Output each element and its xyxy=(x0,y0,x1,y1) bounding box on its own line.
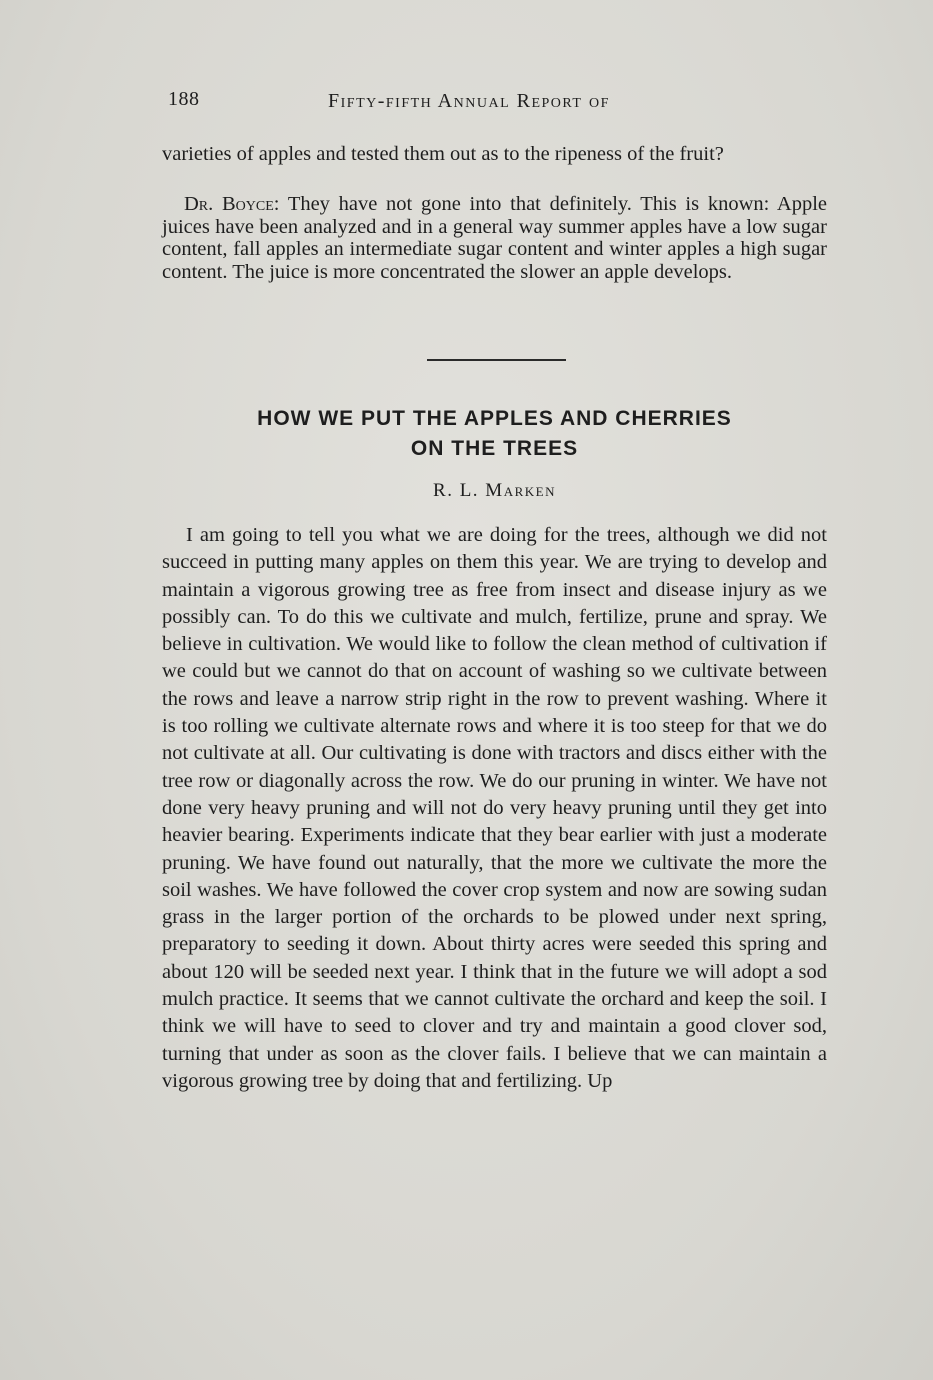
article-title-line-1: HOW WE PUT THE APPLES AND CHERRIES xyxy=(257,407,732,430)
continuation-paragraph: varieties of apples and tested them out as to the ripeness of the fruit? xyxy=(162,143,724,165)
article-author: R. L. Marken xyxy=(433,480,556,501)
boyce-paragraph xyxy=(162,193,827,283)
section-divider xyxy=(427,359,566,361)
article-title xyxy=(162,404,827,464)
speaker-name: Dr. Boyce: xyxy=(184,193,280,215)
boyce-answer-text: They have not gone into that definitely. This is known: Apple juices have been analyzed and in a general way summer apples have a low sugar content, fall apples an intermediate sugar content and winter apples a high sugar content. The juice is more concentrated the slower an apple develops. xyxy=(162,193,827,283)
running-title: Fifty-fifth Annual Report of xyxy=(328,90,610,112)
article-body: I am going to tell you what we are doing for the trees, although we did not succeed in putting many apples on them this year. We are trying to develop and maintain a vigorous growing tree as free from insect and disease injury as we possibly can. To do this we cultivate and mulch, fertilize, prune and spray. We believe in cultivation. We would like to follow the clean method of cultivation if we could but we cannot do that on account of washing so we cultivate between the rows and leave a narrow strip right in the row to prevent washing. Where it is too rolling we cultivate alternate rows and where it is too steep for that we do not cultivate at all. Our cultivating is done with tractors and discs either with the tree row or diagonally across the row. We do our pruning in winter. We have not done very heavy pruning and will not do very heavy pruning until they get into heavier bearing. Experiments indicate that they bear earlier with just a moderate pruning. We have found out naturally, that the more we cultivate the more the soil washes. We have followed the cover crop system and now are sowing sudan grass in the larger portion of the orchards to be plowed under next spring, preparatory to seeding it down. About thirty acres were seeded this spring and about 120 will be seeded next year. I think that in the future we will adopt a sod mulch practice. It seems that we cannot cultivate the orchard and keep the soil. I think we will have to seed to clover and try and maintain a good clover sod, turning that under as soon as the clover fails. I believe that we can maintain a vigorous growing tree by doing that and fertilizing. Up xyxy=(162,524,827,1092)
running-head xyxy=(168,88,828,118)
article-title-line-2: ON THE TREES xyxy=(410,437,579,460)
page-number: 188 xyxy=(168,88,200,110)
